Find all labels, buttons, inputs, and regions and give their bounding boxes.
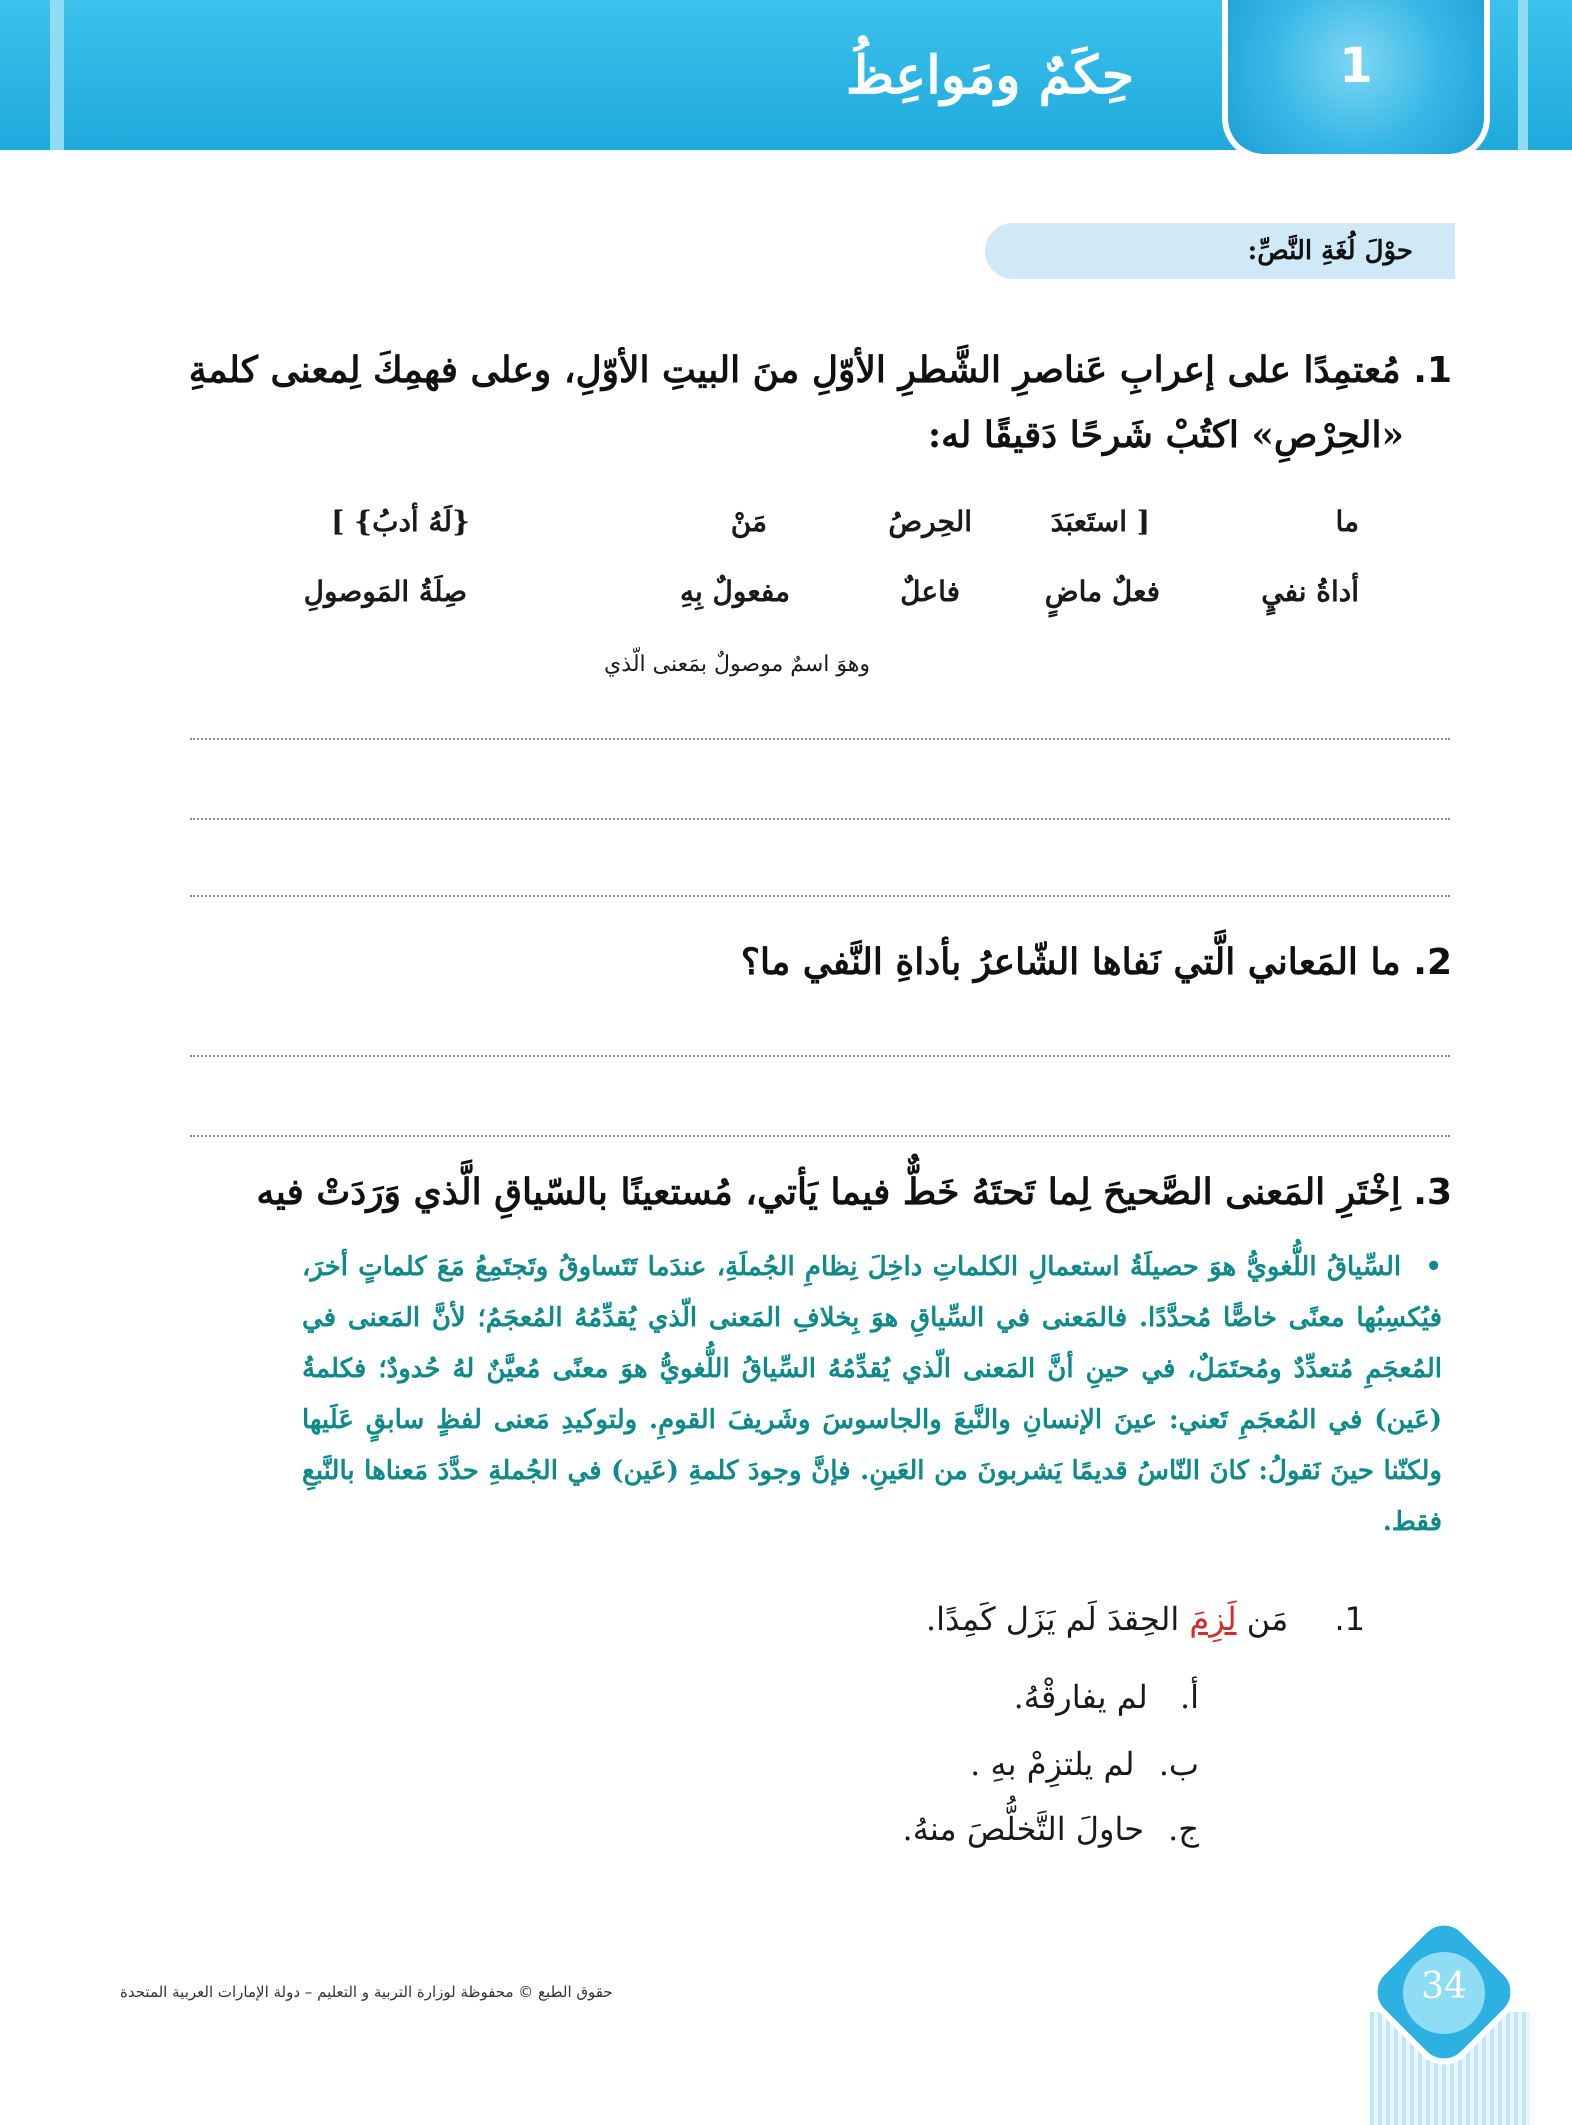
- option-text: حاولَ التَّخلُّصَ منهُ.: [902, 1810, 1144, 1848]
- header-stripe-left: [50, 0, 64, 150]
- option-a[interactable]: [1014, 1678, 1199, 1716]
- copyright-text: حقوق الطبع © محفوظة لوزارة التربية و التعليم – دولة الإمارات العربية المتحدة: [120, 1983, 613, 2001]
- parse-word: مَنْ: [730, 505, 767, 538]
- option-letter: ب.: [1158, 1745, 1199, 1783]
- page-number: 34: [1421, 1966, 1467, 2007]
- option-c[interactable]: [903, 1810, 1199, 1848]
- option-b[interactable]: [970, 1745, 1199, 1783]
- bullet-icon: •: [1425, 1252, 1442, 1282]
- question-text: ما المَعاني الَّتي نَفاها الشّاعرُ بأداةِ النَّفي ما؟: [740, 941, 1401, 983]
- parse-word: ما: [1335, 505, 1359, 538]
- chapter-number: 1: [1339, 38, 1373, 94]
- question-text: مُعتمِدًا على إعرابِ عَناصرِ الشَّطرِ الأوّلِ منَ البيتِ الأوّلِ، وعلى فهمِكَ لِمعنى كلمةِ: [188, 349, 1401, 391]
- option-letter: ج.: [1168, 1810, 1199, 1848]
- question-2: [741, 932, 1452, 993]
- question-1: [189, 340, 1452, 401]
- question-number: 2.: [1413, 942, 1452, 983]
- answer-line: [190, 1135, 1450, 1137]
- parse-role: صِلَةُ المَوصولِ: [303, 575, 467, 608]
- chapter-title: حِكَمٌ ومَواعِظُ: [845, 45, 1135, 106]
- section-title: حوْلَ لُغَةِ النَّصِّ:: [1247, 236, 1413, 266]
- answer-line: [190, 1055, 1450, 1057]
- question-number: 3.: [1413, 1172, 1452, 1213]
- context-note: [302, 1242, 1442, 1548]
- parse-role: فاعلٌ: [900, 575, 960, 608]
- underlined-word: لَزِمَ: [1189, 1600, 1237, 1638]
- parse-word: [ استَعبَدَ: [1050, 505, 1150, 538]
- context-note-text: السِّياقُ اللُّغويُّ هوَ حصيلَةُ استعمالِ الكلماتِ داخِلَ نِظامِ الجُملَةِ، عندَما تَتَساوقُ وتَجتَمِعُ مَعَ كلماتٍ أخرَ، فيُكسِبُها معنًى خاصًّا مُحدَّدًا. فالمَعنى في السِّياقِ هوَ بِخلافِ المَعنى الّذي يُقدِّمُهُ المُعجَمُ؛ لأنَّ المَعنى في المُعجَمِ مُتعدِّدٌ ومُحتَمَلٌ، في حينِ أنَّ المَعنى الّذي يُقدِّمُهُ السِّياقُ اللُّغويُّ هوَ معنًى مُعيَّنٌ لهُ حُدودٌ؛ فكلمةُ (عَين) في المُعجَمِ تَعني: عينَ الإنسانِ والنَّبعَ والجاسوسَ وشَريفَ القومِ. ولتوكيدِ مَعنى لفظٍ سابقٍ عَلَيها ولكنّنا حينَ نَقولُ: كانَ النّاسُ قديمًا يَشربونَ من العَينِ. فإنَّ وجودَ كلمةِ (عَين) في الجُملةِ حدَّدَ مَعناها بالنَّبعِ فقط.: [302, 1252, 1442, 1537]
- question-text: اِخْتَرِ المَعنى الصَّحيحَ لِما تَحتَهُ خَطٌّ فيما يَأتي، مُستعينًا بالسّياقِ الَّذي وَرَدَتْ فيه: [256, 1171, 1401, 1213]
- parse-note: وهوَ اسمٌ موصولٌ بمَعنى الّذي: [604, 652, 870, 677]
- question-number: 1.: [1413, 350, 1452, 391]
- option-letter: أ.: [1179, 1678, 1199, 1716]
- answer-line: [190, 738, 1450, 740]
- exercise-sentence: [926, 1600, 1365, 1638]
- question-3: [256, 1162, 1452, 1223]
- exercise-after: الحِقدَ لَم يَزَل كَمِدًا.: [925, 1600, 1180, 1638]
- parse-word: {لَهُ أدبُ} ]: [331, 505, 470, 538]
- answer-line: [190, 895, 1450, 897]
- section-heading: [985, 223, 1455, 279]
- parse-role: مفعولٌ بِهِ: [679, 575, 790, 608]
- option-text: لم يلتزِمْ بهِ .: [970, 1745, 1135, 1783]
- answer-line: [190, 818, 1450, 820]
- parse-role: فعلٌ ماضٍ: [1044, 575, 1160, 608]
- exercise-before: مَن: [1236, 1600, 1289, 1638]
- parse-role: أداةُ نفيٍ: [1261, 575, 1359, 608]
- parse-word: الحِرصُ: [888, 505, 972, 538]
- question-1-line2: «الحِرْصِ» اكتُبْ شَرحًا دَقيقًا له:: [927, 414, 1404, 456]
- header-stripe-right: [1518, 0, 1528, 150]
- option-text: لم يفارقْهُ.: [1013, 1678, 1148, 1716]
- exercise-number: 1.: [1334, 1600, 1365, 1638]
